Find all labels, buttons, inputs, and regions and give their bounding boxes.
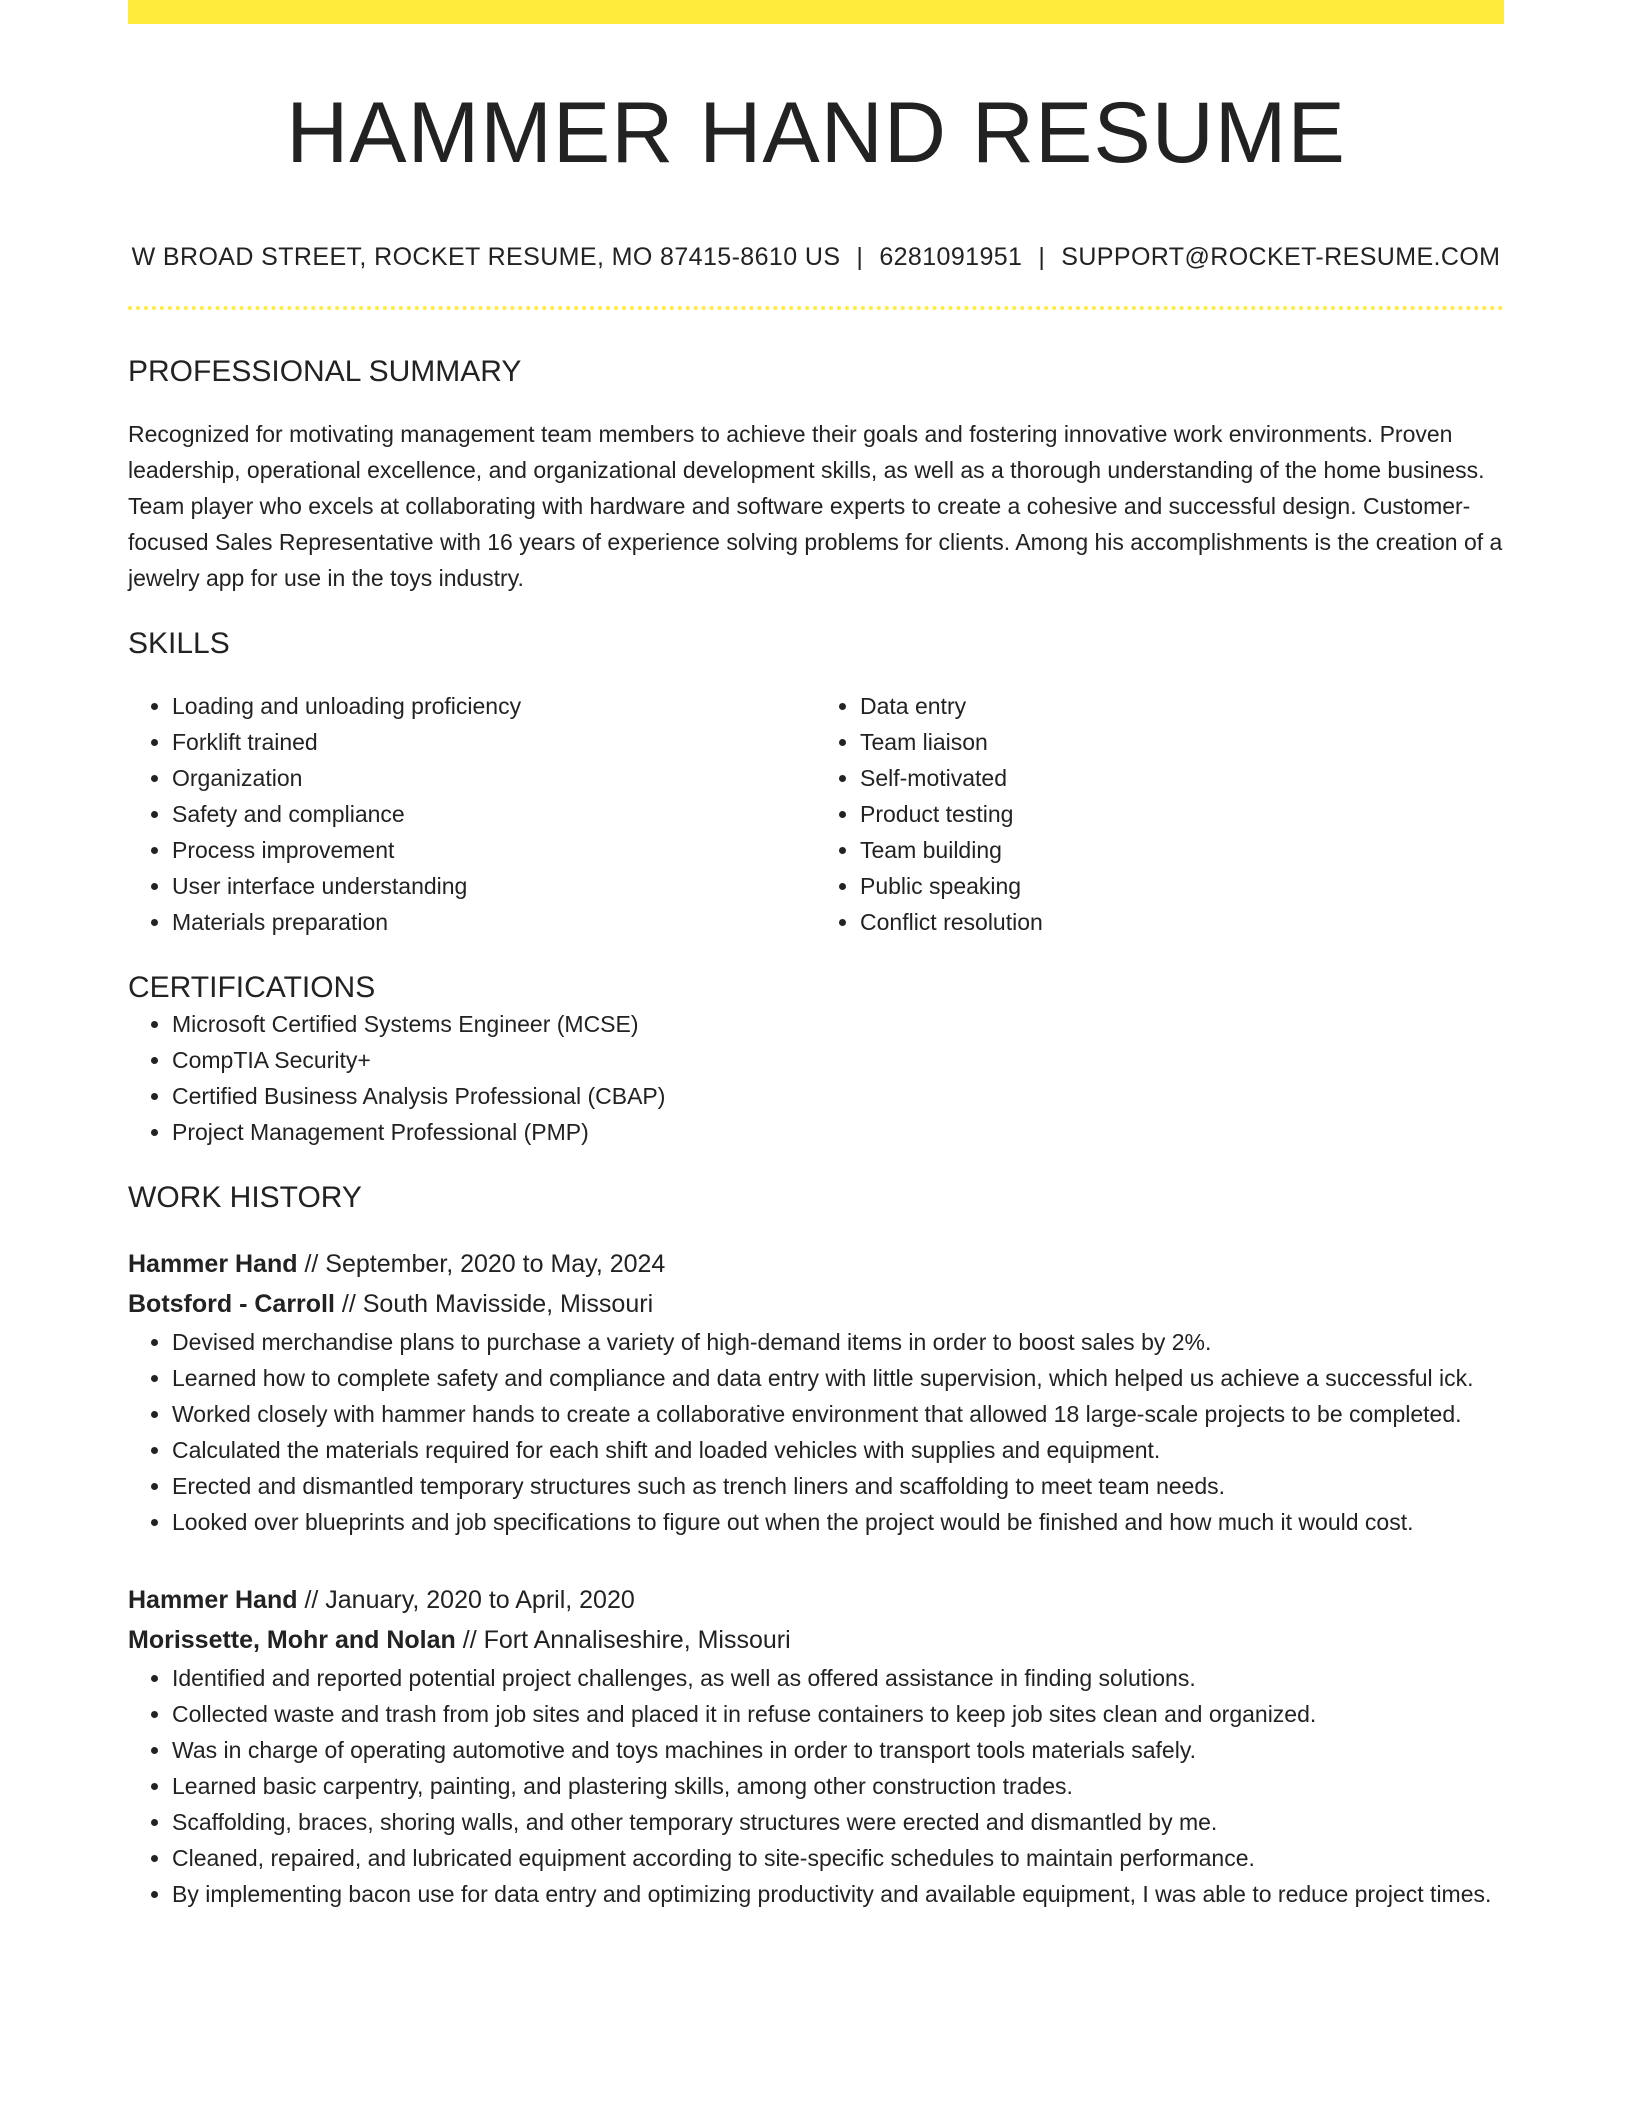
job-duty-item: • Calculated the materials required for each shift and loaded vehicles with supplies and equipment. [172,1432,1504,1468]
skill-item: • Team building [860,832,1504,868]
certifications-list [128,1006,1504,1150]
job-role: Hammer Hand [128,1249,298,1278]
job-duty-item: • Erected and dismantled temporary structures such as trench liners and scaffolding to meet team needs. [172,1468,1504,1504]
contact-email[interactable]: SUPPORT@ROCKET-RESUME.COM [1061,242,1501,271]
job-duty-item: • Collected waste and trash from job sites and placed it in refuse containers to keep job sites clean and organized. [172,1696,1504,1732]
skill-item: • Loading and unloading proficiency [172,688,816,724]
contact-separator: | [1038,242,1046,271]
dotted-divider [128,306,1504,310]
skill-item: • User interface understanding [172,868,816,904]
skill-item: • Process improvement [172,832,816,868]
certification-item: • Project Management Professional (PMP) [172,1114,1504,1150]
summary-heading: PROFESSIONAL SUMMARY [128,354,522,388]
job-entry [128,1580,1504,1912]
job-duties-list [128,1660,1504,1912]
skill-item: • Product testing [860,796,1504,832]
job-title-line [128,1580,1504,1620]
job-duty-item: • Was in charge of operating automotive and toys machines in order to transport tools materials safely. [172,1732,1504,1768]
job-duty-item: • Learned basic carpentry, painting, and plastering skills, among other construction trades. [172,1768,1504,1804]
job-duty-item: • Cleaned, repaired, and lubricated equipment according to site-specific schedules to maintain performance. [172,1840,1504,1876]
job-duties-list [128,1324,1504,1540]
resume-title: HAMMER HAND RESUME [286,85,1346,181]
job-role: Hammer Hand [128,1585,298,1614]
skills-heading: SKILLS [128,626,230,660]
accent-top-bar [128,0,1504,24]
skill-item: • Public speaking [860,868,1504,904]
work-history-list [128,1244,1504,1912]
job-dates: // January, 2020 to April, 2020 [297,1585,635,1614]
skill-item: • Safety and compliance [172,796,816,832]
job-duty-item: • By implementing bacon use for data entry and optimizing productivity and available equipment, I was able to reduce project times. [172,1876,1504,1912]
skill-item: • Conflict resolution [860,904,1504,940]
job-company-line [128,1620,1504,1660]
skill-item: • Materials preparation [172,904,816,940]
job-duty-item: • Looked over blueprints and job specifications to figure out when the project would be finished and how much it would cost. [172,1504,1504,1540]
skills-list-right [816,688,1504,940]
certification-item: • Microsoft Certified Systems Engineer (MCSE) [172,1006,1504,1042]
resume-page [128,0,1504,1912]
skill-item: • Self-motivated [860,760,1504,796]
certification-item: • Certified Business Analysis Professional (CBAP) [172,1078,1504,1114]
certification-item: • CompTIA Security+ [172,1042,1504,1078]
skill-item: • Organization [172,760,816,796]
job-duty-item: • Scaffolding, braces, shoring walls, and other temporary structures were erected and dismantled by me. [172,1804,1504,1840]
job-duty-item: • Worked closely with hammer hands to create a collaborative environment that allowed 18 large-scale projects to be completed. [172,1396,1504,1432]
skills-list-left [128,688,816,940]
job-dates: // September, 2020 to May, 2024 [297,1249,666,1278]
contact-separator: | [856,242,864,271]
job-company-line [128,1284,1504,1324]
work-history-heading: WORK HISTORY [128,1180,362,1214]
job-location: // Fort Annaliseshire, Missouri [455,1625,791,1654]
contact-line [128,243,1504,272]
contact-phone[interactable]: 6281091951 [879,242,1023,271]
job-duty-item: • Identified and reported potential project challenges, as well as offered assistance in finding solutions. [172,1660,1504,1696]
skill-item: • Team liaison [860,724,1504,760]
job-duty-item: • Devised merchandise plans to purchase a variety of high-demand items in order to boost sales by 2%. [172,1324,1504,1360]
job-location: // South Mavisside, Missouri [334,1289,654,1318]
certifications-heading: CERTIFICATIONS [128,970,376,1004]
contact-address: W BROAD STREET, ROCKET RESUME, MO 87415-8610 US [131,242,841,271]
skill-item: • Data entry [860,688,1504,724]
job-title-line [128,1244,1504,1284]
job-entry [128,1244,1504,1540]
summary-text: Recognized for motivating management team members to achieve their goals and fostering innovative work environments. Proven leadership, operational excellence, and organizational development skills, as well as a thorough understanding of the home business. Team player who excels at collaborating with hardware and software experts to create a cohesive and successful design. Customer-focused Sales Representative with 16 years of experience solving problems for clients. Among his accomplishments is the creation of a jewelry app for use in the toys industry. [128,420,1503,591]
job-company: Morissette, Mohr and Nolan [128,1625,456,1654]
skill-item: • Forklift trained [172,724,816,760]
job-duty-item: • Learned how to complete safety and compliance and data entry with little supervision, which helped us achieve a successful ick. [172,1360,1504,1396]
job-company: Botsford - Carroll [128,1289,335,1318]
skills-grid [128,688,1504,940]
